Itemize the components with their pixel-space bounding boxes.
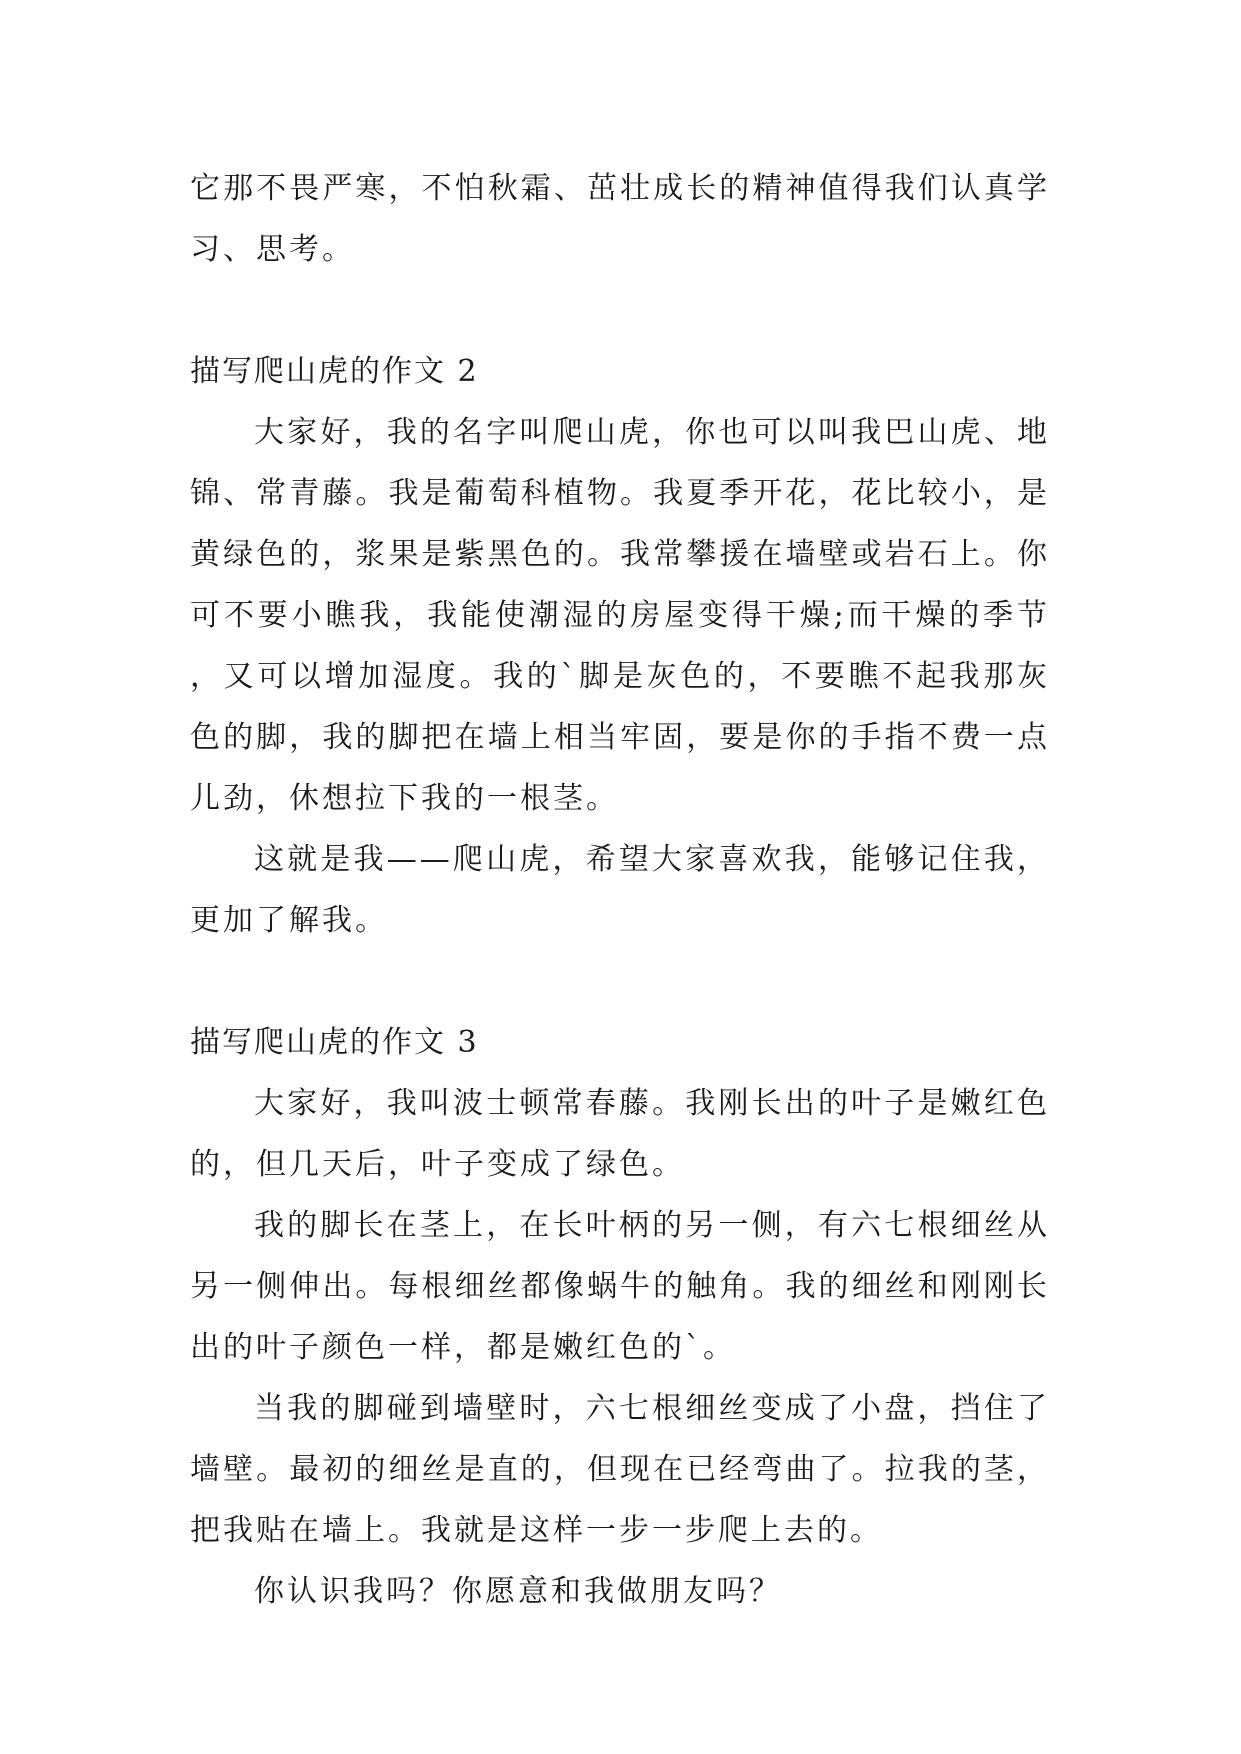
essay-3-paragraph-1: 大家好，我叫波士顿常春藤。我刚长出的叶子是嫩红色的，但几天后，叶子变成了绿色。 — [190, 1086, 1050, 1182]
intro-paragraph: 它那不畏严寒，不怕秋霜、茁壮成长的精神值得我们认真学习、思考。 — [190, 171, 1050, 267]
essay-3-paragraph-3: 当我的脚碰到墙壁时，六七根细丝变成了小盘，挡住了墙壁。最初的细丝是直的，但现在已经弯曲了。拉我的茎，把我贴在墙上。我就是这样一步一步爬上去的。 — [190, 1391, 1050, 1548]
essay-3-paragraph-4: 你认识我吗？你愿意和我做朋友吗？ — [254, 1574, 782, 1609]
essay-3-title: 描写爬山虎的作文 3 — [190, 1025, 479, 1060]
essay-2-section — [190, 341, 1050, 951]
essay-2-paragraph-2: 这就是我——爬山虎，希望大家喜欢我，能够记住我，更加了解我。 — [190, 842, 1050, 938]
document-body — [190, 158, 1050, 1622]
section-spacer — [190, 951, 1050, 1012]
essay-2-title: 描写爬山虎的作文 2 — [190, 354, 479, 389]
intro-section — [190, 158, 1050, 280]
section-spacer — [190, 280, 1050, 341]
essay-2-paragraph-1: 大家好，我的名字叫爬山虎，你也可以叫我巴山虎、地锦、常青藤。我是葡萄科植物。我夏季开花，花比较小，是黄绿色的，浆果是紫黑色的。我常攀援在墙壁或岩石上。你可不要小瞧我，我能使潮湿的房屋变得干燥;而干燥的季节，又可以增加湿度。我的`脚是灰色的，不要瞧不起我那灰色的脚，我的脚把在墙上相当牢固，要是你的手指不费一点儿劲，休想拉下我的一根茎。 — [190, 415, 1050, 816]
essay-3-paragraph-2: 我的脚长在茎上，在长叶柄的另一侧，有六七根细丝从另一侧伸出。每根细丝都像蜗牛的触角。我的细丝和刚刚长出的叶子颜色一样，都是嫩红色的`。 — [190, 1208, 1050, 1365]
essay-3-section — [190, 1012, 1050, 1622]
